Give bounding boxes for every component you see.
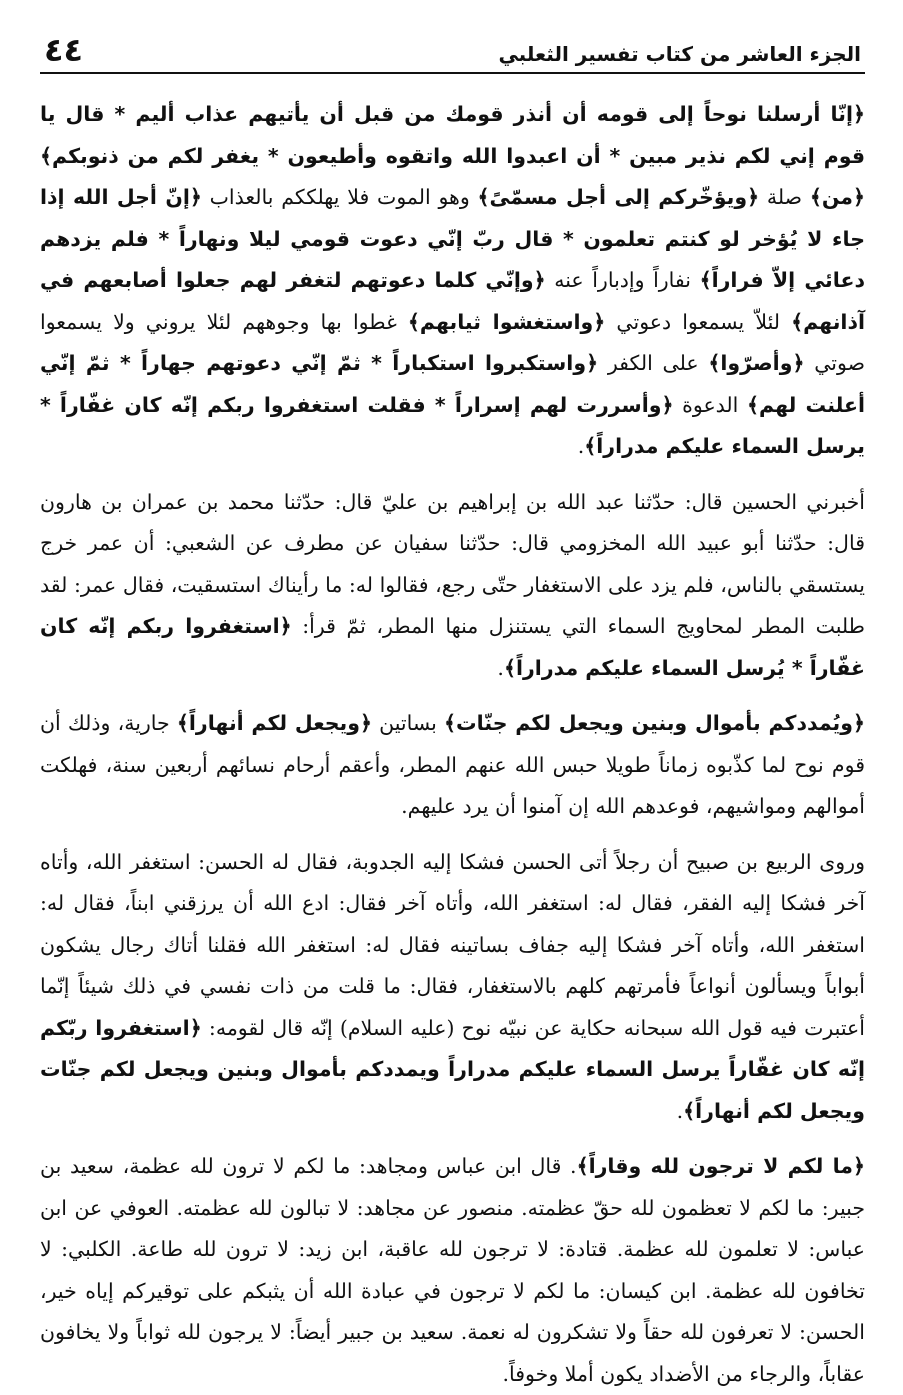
commentary-text: . قال ابن عباس ومجاهد: ما لكم لا ترون لله عظمة، سعيد بن جبير: ما لكم لا تعظمون لله حقّ عظمته. منصور عن مجاهد: لا تبالون لله عظمته. العوفي عن ابن عباس: لا تعلمون لله عظمة. قتادة: لا ترجون لله عاقبة، ابن زيد: لا ترون لله طاعة. الكلبي: لا تخافون لله عظمة. ابن كيسان: ما لكم لا ترجون في عبادة الله أن يثبكم على توقيركم إياه خير، الحسن: لا تعرفون لله حقاً ولا تشكرون له نعمة. سعيد بن جبير أيضاً: لا يرجون لله ثواباً ولا يخافون عقاباً، والرجاء من الأضداد يكون أملا وخوفاً.	[40, 1154, 865, 1386]
quran-verse-text: ﴿ويجعل لكم أنهاراً﴾	[176, 711, 372, 735]
quran-verse-text: ﴿استغفروا ربكم إنّه كان غفّاراً * يُرسل السماء عليكم مدراراً﴾	[40, 614, 865, 680]
commentary-text: وروى الربيع بن صبيح أن رجلاً أتى الحسن فشكا إليه الجدوبة، فقال له الحسن: استغفر الله، وأتاه آخر فشكا إليه الفقر، فقال له: استغفر الله، وأتاه آخر فقال: ادع الله أن يرزقني ابناً، فقال له: استغفر الله، وأتاه آخر فشكا إليه جفاف بساتينه فقال له: استغفر الله فقلنا أتاك رجال يشكون أبواباً ويسألون أنواعاً فأمرتهم كلهم بالاستغفار، فقال: ما قلت من ذات نفسي في ذلك شيئاً إنّما أعتبرت فيه قول الله سبحانه حكاية عن نبيّه نوح (عليه السلام) إنّه قال لقومه:	[40, 849, 865, 1040]
commentary-text: بساتين	[372, 711, 445, 735]
quran-verse-text: ﴿واستكبروا استكباراً * ثمّ إنّي دعوتهم جهاراً * ثمّ إنّي أعلنت لهم﴾	[40, 351, 865, 417]
quran-verse-text: ﴿إنّا أرسلنا نوحاً إلى قومه أن أنذر قومك من قبل أن يأتيهم عذاب أليم * قال يا قوم إني لكم نذير مبين * أن اعبدوا الله واتقوه وأطيعون * يغفر لكم من ذنوبكم﴾	[40, 102, 865, 168]
commentary-text: صلة	[759, 185, 810, 209]
quran-verse-text: ﴿وأسررت لهم إسراراً * فقلت استغفروا ربكم إنّه كان غفّاراً * يرسل السماء عليكم مدراراً﴾	[40, 392, 865, 458]
paragraph-2	[40, 482, 865, 690]
paragraph-1	[40, 94, 865, 468]
commentary-text: .	[676, 1098, 684, 1123]
quran-verse-text: ﴿من﴾	[809, 185, 866, 209]
commentary-text: نفاراً وإدباراً عنه	[545, 268, 700, 292]
paragraph-3	[40, 703, 865, 828]
page-number: ٤٤	[44, 31, 84, 69]
paragraph-4	[40, 842, 865, 1133]
commentary-text: غطوا بها وجوههم لئلا يروني ولا يسمعوا صوتي	[40, 309, 865, 375]
quran-verse-text: ﴿وأصرّوا﴾	[708, 351, 805, 375]
quran-verse-text: ﴿إنّ أجل الله إذا جاء لا يُؤخر لو كنتم تعلمون * قال ربّ إنّي دعوت قومي ليلا ونهاراً * فلم يزدهم دعائي إلاّ فراراً﴾	[40, 185, 865, 292]
commentary-text: لئلاّ يسمعوا دعوتي	[605, 309, 792, 334]
running-title: الجزء العاشر من كتاب تفسير الثعلبي	[498, 42, 861, 66]
paragraph-5	[40, 1146, 865, 1395]
commentary-text: على الكفر	[598, 351, 709, 375]
quran-verse-text: ﴿ويُمددكم بأموال وبنين ويجعل لكم جنّات﴾	[444, 711, 866, 735]
commentary-text: وهو الموت فلا يهلككم بالعذاب	[201, 185, 478, 209]
commentary-text: .	[577, 434, 585, 458]
page-header	[40, 31, 865, 74]
commentary-text: أخبرني الحسين قال: حدّثنا عبد الله بن إبراهيم بن عليّ قال: حدّثنا محمد بن عمران بن هارون قال: حدّثنا أبو عبيد الله المخزومي قال: حدّثنا سفيان عن مطرف عن الشعبي: أن عمر خرج يستسقي بالناس، فلم يزد على الاستغفار حتّى رجع، فقالوا له: ما رأيناك استسقيت، فقال عمر: لقد طلبت المطر لمحاويج السماء التي يستنزل منها المطر، ثمّ قرأ:	[40, 489, 865, 638]
quran-verse-text: ﴿واستغشوا ثيابهم﴾	[407, 309, 606, 334]
quran-verse-text: ﴿ما لكم لا ترجون لله وقاراً﴾	[576, 1154, 865, 1178]
quran-verse-text: ﴿ويؤخّركم إلى أجل مسمّىً﴾	[477, 185, 760, 209]
quran-verse-text: ﴿استغفروا ربّكم إنّه كان غفّاراً يرسل السماء عليكم مدراراً ويمددكم بأموال وبنين ويجعل لكم جنّات ويجعل لكم أنهاراً﴾	[40, 1015, 865, 1123]
quran-verse-text: ﴿وإنّي كلما دعوتهم لتغفر لهم جعلوا أصابعهم في آذانهم﴾	[40, 268, 865, 334]
commentary-text: جارية، وذلك أن قوم نوح لما كذّبوه زماناً طويلا حبس الله عنهم المطر، وأعقم أرحام نسائهم أربعين سنة، فهلكت أموالهم ومواشيهم، فوعدهم الله إن آمنوا أن يرد عليهم.	[40, 711, 865, 818]
page-content	[40, 94, 865, 1395]
commentary-text: الدعوة	[673, 392, 747, 417]
commentary-text: .	[497, 655, 504, 680]
